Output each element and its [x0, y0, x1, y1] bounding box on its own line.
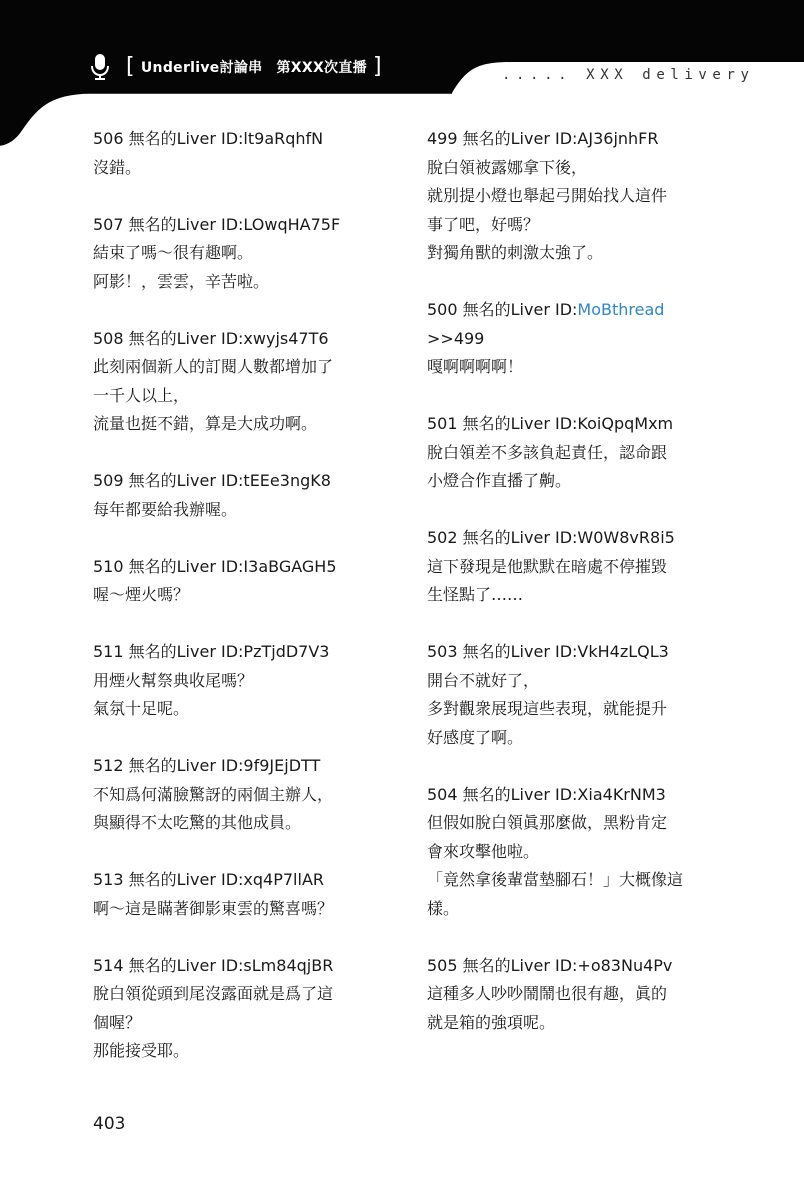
id-label: ID:	[549, 784, 578, 804]
post-text-line: 此刻兩個新人的訂閱人數都增加了	[93, 357, 334, 376]
post-header	[93, 467, 378, 496]
post-text-line: 就別提小燈也舉起弓開始找人這件	[427, 186, 668, 205]
id-label: ID:	[549, 129, 578, 148]
post-text-line: 事了吧，好嗎？	[427, 214, 540, 234]
thread-name: Underlive討論串	[140, 60, 263, 76]
forum-post	[93, 638, 378, 724]
id-label: ID:	[215, 328, 244, 348]
post-id: xwyjs47T6	[243, 328, 329, 348]
delivery-tagline: ..... XXX delivery	[502, 67, 755, 83]
post-header	[93, 325, 378, 354]
poster-name: 無名的Liver	[128, 556, 216, 576]
post-text-line: 會來攻擊他啦。	[427, 841, 540, 861]
poster-name: 無名的Liver	[128, 129, 216, 148]
id-label: ID:	[215, 870, 244, 889]
poster-name: 無名的Liver	[128, 756, 216, 775]
post-id: VkH4zLQL3	[577, 642, 669, 661]
forum-post	[93, 752, 378, 838]
post-header	[427, 524, 712, 553]
post-text-line: 流量也挺不錯，算是大成功啊。	[93, 414, 318, 433]
id-label: ID:	[549, 414, 578, 433]
poster-name: 無名的Liver	[462, 642, 550, 661]
page-number: 403	[93, 1114, 126, 1134]
post-text-line: 對獨角獸的刺激太強了。	[427, 243, 604, 262]
post-number: 511	[93, 642, 124, 661]
forum-post	[93, 325, 378, 439]
post-number: 514	[93, 955, 124, 975]
post-number: 509	[93, 471, 124, 490]
post-text-line: 阿影！，雲雲，辛苦啦。	[93, 271, 270, 291]
right-column	[427, 125, 712, 1066]
post-text-line: 脫白領從頭到尾沒露面就是爲了這	[93, 984, 334, 1003]
forum-post	[427, 524, 712, 610]
id-label: ID:	[215, 642, 244, 661]
forum-post	[427, 410, 712, 496]
post-number: 499	[427, 129, 458, 148]
post-number: 502	[427, 528, 458, 547]
post-number: 505	[427, 955, 458, 975]
id-label: ID:	[215, 129, 244, 148]
post-text-line: 樣。	[427, 898, 460, 918]
post-text-line: 用煙火幫祭典收尾嗎？	[93, 670, 254, 690]
poster-name: 無名的Liver	[462, 784, 550, 804]
post-header	[93, 952, 378, 981]
forum-post	[93, 125, 378, 182]
post-id: sLm84qjBR	[243, 955, 334, 975]
post-id: I3aBGAGH5	[243, 556, 337, 576]
post-text-line: 小燈合作直播了齁。	[427, 471, 572, 490]
post-header	[93, 866, 378, 895]
forum-post	[93, 952, 378, 1066]
forum-post	[93, 211, 378, 297]
post-text-line: 這種多人吵吵鬧鬧也很有趣，眞的	[427, 984, 668, 1003]
id-label: ID:	[549, 300, 578, 319]
poster-name: 無名的Liver	[462, 955, 550, 975]
post-text-line: 脫白領差不多該負起責任，認命跟	[427, 442, 668, 462]
post-header	[93, 752, 378, 781]
post-text-line: 開台不就好了，	[427, 670, 540, 690]
post-text-line: >>499	[427, 328, 485, 348]
post-text-line: 個喔？	[93, 1012, 142, 1032]
post-header	[93, 211, 378, 240]
post-number: 501	[427, 414, 458, 433]
post-text-line: 就是箱的強項呢。	[427, 1012, 556, 1032]
post-text-line: 氣氛十足呢。	[93, 699, 190, 718]
id-label: ID:	[215, 214, 244, 234]
post-header	[427, 125, 712, 154]
post-header	[93, 638, 378, 667]
post-number: 504	[427, 784, 458, 804]
post-id: tEEe3ngK8	[243, 471, 331, 490]
poster-name: 無名的Liver	[462, 528, 550, 547]
post-id: xq4P7llAR	[243, 870, 325, 889]
forum-post	[427, 952, 712, 1038]
post-number: 510	[93, 556, 124, 576]
post-id: KoiQpqMxm	[577, 414, 674, 433]
post-text-line: 好感度了啊。	[427, 727, 524, 747]
poster-name: 無名的Liver	[128, 955, 216, 975]
id-label: ID:	[549, 642, 578, 661]
forum-post	[93, 866, 378, 923]
id-label: ID:	[215, 955, 244, 975]
post-header	[427, 410, 712, 439]
forum-post	[427, 296, 712, 382]
post-text-line: 喔～煙火嗎？	[93, 585, 190, 604]
forum-post	[427, 125, 712, 268]
poster-name: 無名的Liver	[128, 328, 216, 348]
episode-label: 第XXX次直播	[276, 60, 367, 76]
post-text-line: 與顯得不太吃驚的其他成員。	[93, 813, 302, 832]
microphone-icon	[90, 53, 110, 81]
post-header	[427, 296, 712, 325]
post-header	[427, 638, 712, 667]
post-id: +o83Nu4Pv	[577, 955, 673, 975]
post-text-line: 多對觀衆展現這些表現，就能提升	[427, 699, 668, 718]
poster-name: 無名的Liver	[128, 642, 216, 661]
post-text-line: 嘎啊啊啊啊！	[427, 357, 524, 376]
post-text-line: 生怪點了……	[427, 585, 524, 604]
poster-name: 無名的Liver	[128, 870, 216, 889]
post-text-line: 一千人以上，	[93, 385, 190, 405]
bracket-close: ]	[372, 54, 382, 79]
post-text-line: 那能接受耶。	[93, 1041, 190, 1060]
post-number: 508	[93, 328, 124, 348]
post-id: lt9aRqhfN	[243, 129, 324, 148]
post-number: 506	[93, 129, 124, 148]
post-text-line: 結束了嗎～很有趣啊。	[93, 243, 254, 262]
forum-post	[427, 638, 712, 752]
post-text-line: 這下發現是他默默在暗處不停摧毀	[427, 556, 668, 576]
post-text-line: 脫白領被露娜拿下後，	[427, 157, 588, 177]
poster-name: 無名的Liver	[128, 471, 216, 490]
post-number: 503	[427, 642, 458, 661]
forum-post	[427, 781, 712, 924]
post-number: 507	[93, 214, 124, 234]
post-header	[427, 952, 712, 981]
bracket-open: [	[126, 54, 135, 79]
post-number: 500	[427, 300, 458, 319]
left-column	[93, 125, 378, 1094]
id-label: ID:	[215, 556, 244, 576]
post-id: LOwqHA75F	[243, 214, 341, 234]
id-label: ID:	[549, 955, 578, 975]
poster-name: 無名的Liver	[128, 214, 216, 234]
post-id-link[interactable]: MoBthread	[577, 300, 665, 319]
post-id: PzTjdD7V3	[243, 642, 330, 661]
post-number: 513	[93, 870, 124, 889]
post-text-line: 不知爲何滿臉驚訝的兩個主辦人，	[93, 784, 334, 804]
post-header	[93, 553, 378, 582]
post-text-line: 每年都要給我辦喔。	[93, 499, 238, 519]
post-id: W0W8vR8i5	[577, 528, 675, 547]
post-text-line: 但假如脫白領眞那麼做，黑粉肯定	[427, 813, 668, 832]
id-label: ID:	[549, 528, 578, 547]
post-id: AJ36jnhFR	[577, 129, 659, 148]
post-number: 512	[93, 756, 124, 775]
post-header	[427, 781, 712, 810]
poster-name: 無名的Liver	[462, 129, 550, 148]
forum-post	[93, 553, 378, 610]
post-text-line: 啊～這是瞞著御影東雲的驚喜嗎？	[93, 898, 334, 918]
header-title	[90, 52, 388, 82]
poster-name: 無名的Liver	[462, 300, 550, 319]
poster-name: 無名的Liver	[462, 414, 550, 433]
post-text-line: 沒錯。	[93, 157, 142, 177]
forum-post	[93, 467, 378, 524]
id-label: ID:	[215, 471, 244, 490]
post-id: 9f9JEjDTT	[243, 756, 321, 775]
post-header	[93, 125, 378, 154]
id-label: ID:	[215, 756, 244, 775]
post-id: Xia4KrNM3	[577, 784, 666, 804]
post-text-line: 「竟然拿後輩當墊腳石！」大概像這	[427, 870, 684, 889]
